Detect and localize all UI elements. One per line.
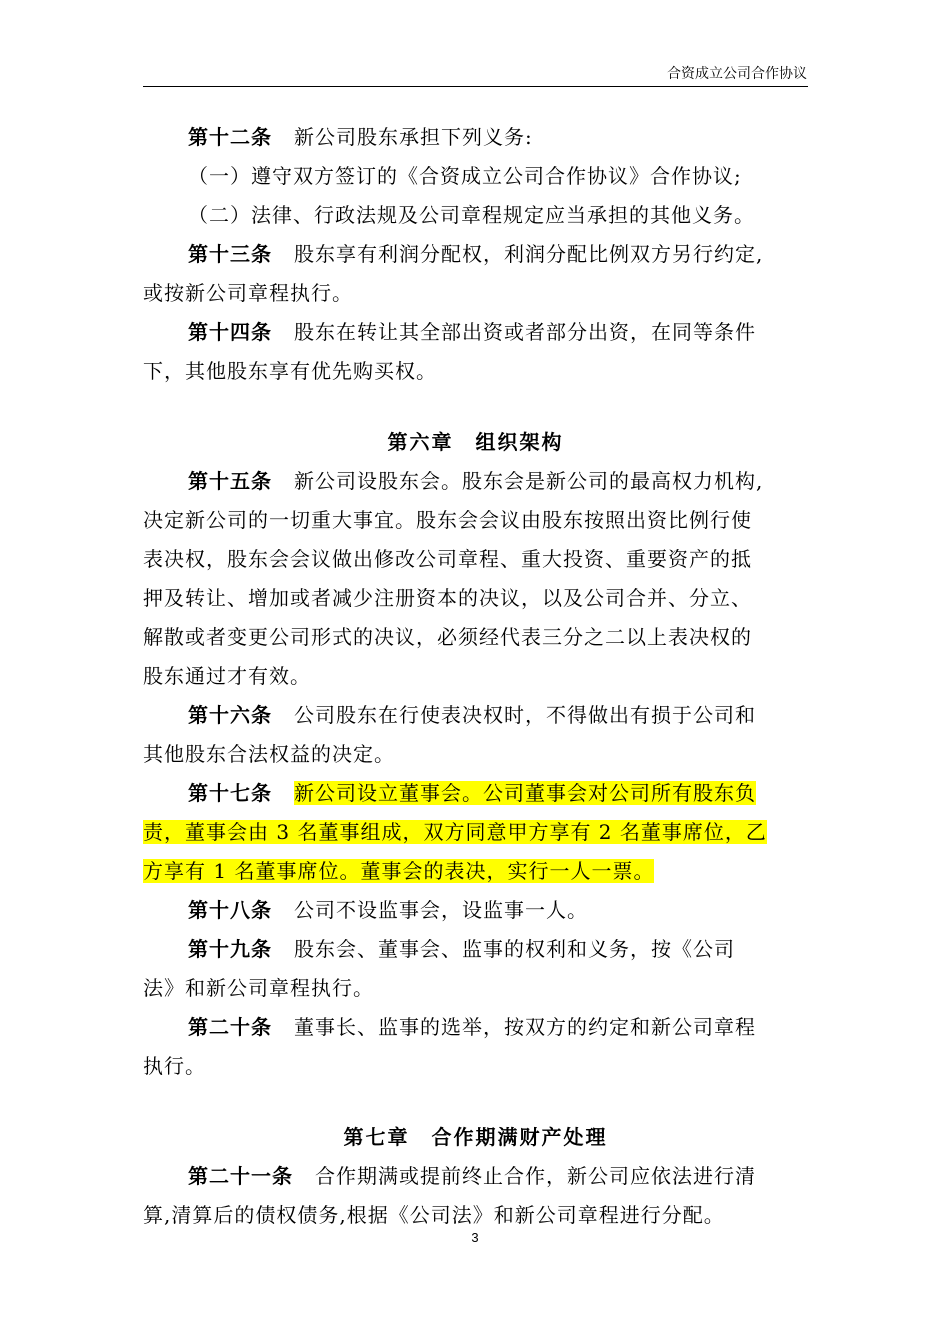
page-number: 3 [471,1230,479,1245]
article-17 [143,774,808,813]
article-label: 第十二条 [188,125,272,149]
chapter-heading: 第七章 合作期满财产处理 [343,1125,608,1149]
article-text: 股东在转让其全部出资或者部分出资，在同等条件 [294,320,756,344]
highlighted-text: 方享有 1 名董事席位。董事会的表决，实行一人一票。 [143,859,655,883]
article-15 [143,462,808,501]
article-21 [143,1157,808,1196]
highlighted-text: 责，董事会由 3 名董事组成，双方同意甲方享有 2 名董事席位，乙 [143,820,767,844]
article-text: 新公司设股东会。股东会是新公司的最高权力机构, [294,469,764,493]
list-item: （一）遵守双方签订的《合资成立公司合作协议》合作协议; [188,164,742,188]
article-label: 第十四条 [188,320,272,344]
spacer [143,1086,808,1118]
article-text: 董事长、监事的选举，按双方的约定和新公司章程 [294,1015,756,1039]
article-text: 合作期满或提前终止合作，新公司应依法进行清 [315,1164,756,1188]
article-text-line: 股东通过才有效。 [143,664,311,688]
article-label: 第十三条 [188,242,272,266]
article-19 [143,930,808,969]
article-label: 第十九条 [188,937,272,961]
article-label: 第二十条 [188,1015,272,1039]
article-18 [143,891,808,930]
article-text-line: 或按新公司章程执行。 [143,281,353,305]
article-text-line: 算,清算后的债权债务,根据《公司法》和新公司章程进行分配。 [143,1203,725,1227]
article-text-line: 其他股东合法权益的决定。 [143,742,395,766]
article-text: 股东享有利润分配权，利润分配比例双方另行约定, [294,242,764,266]
article-text-line: 表决权，股东会会议做出修改公司章程、重大投资、重要资产的抵 [143,547,752,571]
article-text-line [143,852,808,891]
chapter-heading: 第六章 组织架构 [387,430,564,454]
article-text-line: 下，其他股东享有优先购买权。 [143,359,437,383]
article-text-line [143,813,808,852]
article-text: 新公司股东承担下列义务: [294,125,533,149]
article-text: 股东会、董事会、监事的权利和义务，按《公司 [294,937,735,961]
article-text-line: 解散或者变更公司形式的决议，必须经代表三分之二以上表决权的 [143,625,752,649]
article-text: 公司股东在行使表决权时，不得做出有损于公司和 [294,703,756,727]
article-13 [143,235,808,274]
article-16 [143,696,808,735]
header-rule [143,86,808,87]
article-text: 公司不设监事会，设监事一人。 [294,898,588,922]
header-title: 合资成立公司合作协议 [667,66,807,82]
article-text-line: 押及转让、增加或者减少注册资本的决议，以及公司合并、分立、 [143,586,752,610]
list-item: （二）法律、行政法规及公司章程规定应当承担的其他义务。 [188,203,755,227]
article-12 [143,118,808,157]
article-label: 第十七条 [188,781,272,805]
highlighted-text: 新公司设立董事会。公司董事会对公司所有股东负 [294,781,756,805]
article-label: 第十五条 [188,469,272,493]
article-text-line: 决定新公司的一切重大事宜。股东会会议由股东按照出资比例行使 [143,508,752,532]
article-text-line: 执行。 [143,1054,206,1078]
spacer [143,391,808,423]
article-label: 第二十一条 [188,1164,293,1188]
article-20 [143,1008,808,1047]
article-label: 第十八条 [188,898,272,922]
document-body [143,118,808,1235]
article-14 [143,313,808,352]
article-text-line: 法》和新公司章程执行。 [143,976,374,1000]
article-label: 第十六条 [188,703,272,727]
